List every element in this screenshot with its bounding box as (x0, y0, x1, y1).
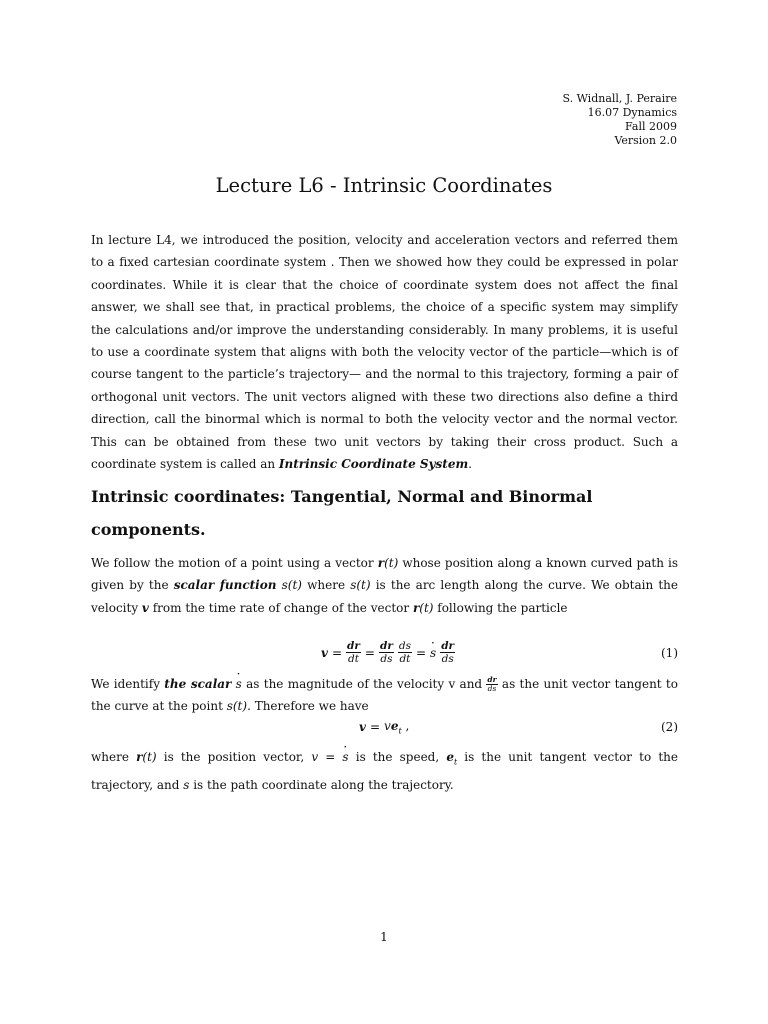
text-run: We identify (91, 677, 165, 691)
arg-t: (t) (142, 750, 157, 764)
frac-denominator: ds (380, 653, 393, 665)
fraction-dr-ds-2 (440, 640, 455, 665)
intro-end: . (468, 457, 472, 472)
s-dot: s · (236, 673, 242, 695)
text-run: as the magnitude of the velocity v and (241, 677, 487, 691)
version: Version 2.0 (614, 134, 677, 147)
the-scalar-term: the scalar (164, 677, 232, 691)
subscript-t: t (453, 757, 458, 767)
equals-sign: = (369, 720, 381, 735)
text-run: is the arc length along the curve. We obtain the velocity (91, 578, 678, 615)
frac-denominator: dt (399, 653, 411, 665)
course: 16.07 Dynamics (587, 106, 677, 119)
frac-denominator: ds (441, 653, 454, 665)
subscript-t: t (398, 726, 402, 736)
intro-emphasis: Intrinsic Coordinate System (278, 457, 469, 472)
intro-text: In lecture L4, we introduced the position, velocity and acceleration vectors and referred them to a fixed cartesian coordinate system . Then we showed how they could be expressed in polar coordinates. While it is clear that the choice of coordinate system does not affect the final answer, we shall see that, in practical problems, the choice of a specific system may simplify the calculations and/or improve the understanding considerably. In many problems, it is useful to use a coordinate system that aligns with both the velocity vector of the particle—which is of course tangent to the particle’s trajectory— and the normal to this trajectory, forming a pair of orthogonal unit vectors. The unit vectors aligned with these two directions also define a third direction, call the binormal which is normal to both the velocity vector and the normal vector. This can be obtained from these two unit vectors by taking their cross product. Such a coordinate system is called an (91, 233, 678, 472)
inline-fraction-dr-ds (486, 676, 497, 693)
arc-length-s: s(t) (350, 578, 371, 593)
equation-1 (91, 638, 678, 672)
s-dot: s · (342, 746, 348, 768)
text-run: following the particle (433, 600, 568, 615)
speed-v: v (384, 719, 391, 733)
text-run: whose position along a known curved path is given by the (91, 556, 678, 593)
term: Fall 2009 (625, 120, 677, 133)
arc-length-s: s(t) (281, 578, 302, 593)
definitions-paragraph (91, 746, 678, 796)
vector-r: r (377, 556, 385, 570)
text-run: is the path coordinate along the trajectory. (189, 777, 454, 792)
text-run: from the time rate of change of the vector (148, 600, 413, 615)
equals-sign: = (415, 645, 427, 660)
arc-length-s: s(t) (226, 699, 248, 714)
text-run: We follow the motion of a point using a vector (91, 556, 378, 570)
equals-sign: = (331, 645, 343, 660)
equals-sign: = (364, 645, 375, 660)
vector-r: r (136, 750, 143, 764)
text-run: as the unit vector tangent to the curve at the point (91, 677, 678, 714)
frac-numerator: ds (398, 640, 411, 652)
equals-sign: = (318, 750, 343, 764)
fraction-dr-dt (346, 640, 361, 665)
lecture-title: Lecture L6 - Intrinsic Coordinates (215, 174, 553, 197)
text-run: is the unit tangent vector to the trajectory, and (91, 750, 678, 792)
vector-r: r (412, 600, 420, 615)
vector-v: v (359, 720, 366, 735)
vector-v: v (321, 645, 328, 660)
fraction-dr-ds (379, 640, 394, 665)
equation-1-body (321, 640, 455, 665)
frac-numerator: dr (487, 675, 497, 684)
unit-vector-e: e (390, 719, 399, 733)
frac-numerator: dr (379, 640, 393, 652)
frac-numerator: dr (347, 640, 360, 652)
text-run: is the position vector, (156, 750, 312, 764)
frac-denominator: dt (348, 653, 359, 665)
frac-numerator: dr (441, 640, 455, 652)
authors: S. Widnall, J. Peraire (562, 92, 677, 105)
scalar-function-term: scalar function (173, 578, 277, 593)
author-block (562, 92, 677, 148)
text-run: where (91, 750, 137, 764)
s-dot: s · (430, 646, 436, 660)
unit-vector-e: e (446, 750, 454, 764)
speed-v: v (311, 750, 319, 764)
arg-t: (t) (384, 556, 399, 570)
text-run: where (301, 578, 351, 593)
vector-v: v (141, 600, 149, 615)
text-run: is the speed, (348, 750, 447, 764)
frac-denominator: ds (487, 684, 497, 693)
equation-number: (1) (661, 646, 678, 660)
path-coordinate-s: s (183, 777, 190, 792)
fraction-ds-dt (398, 640, 412, 665)
intro-paragraph (91, 229, 678, 475)
text-run: . Therefore we have (247, 699, 369, 714)
equation-2 (91, 717, 678, 737)
equation-2-body (359, 719, 409, 735)
page-number: 1 (380, 930, 388, 944)
equation-number: (2) (661, 720, 678, 734)
section-heading: Intrinsic coordinates: Tangential, Normal and Binormal components. (91, 487, 593, 539)
arg-t: (t) (419, 600, 434, 615)
scalar-paragraph (91, 673, 678, 718)
equation-tail: , (401, 719, 410, 733)
velocity-paragraph (91, 552, 678, 619)
